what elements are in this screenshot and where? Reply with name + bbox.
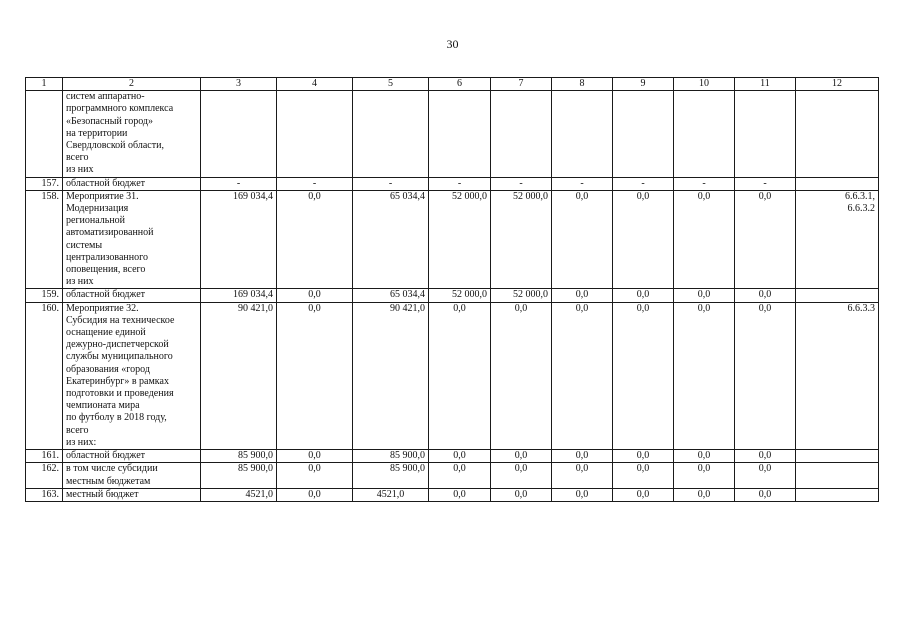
column-header: 8 (552, 78, 613, 91)
cell-value: 65 034,4 (353, 289, 429, 302)
row-number: 162. (26, 463, 63, 488)
cell-value: 0,0 (429, 302, 491, 449)
row-number: 161. (26, 450, 63, 463)
cell-value: 0,0 (674, 463, 735, 488)
row-number (26, 91, 63, 177)
table-row (26, 463, 879, 488)
column-header: 10 (674, 78, 735, 91)
cell-value: 0,0 (674, 450, 735, 463)
cell-value: - (201, 177, 277, 190)
row-name: местный бюджет (63, 488, 201, 501)
cell-value: - (491, 177, 552, 190)
cell-value: 0,0 (735, 450, 796, 463)
row-name: областной бюджет (63, 289, 201, 302)
cell-value: 0,0 (735, 190, 796, 289)
cell-value: 0,0 (735, 302, 796, 449)
row-number: 158. (26, 190, 63, 289)
column-header: 2 (63, 78, 201, 91)
column-header: 3 (201, 78, 277, 91)
target-indicator: 6.6.3.3 (796, 302, 879, 449)
target-indicator (796, 91, 879, 177)
cell-value: - (429, 177, 491, 190)
cell-value: 0,0 (277, 289, 353, 302)
row-number: 159. (26, 289, 63, 302)
row-name: областной бюджет (63, 450, 201, 463)
cell-value: 0,0 (277, 450, 353, 463)
cell-value: 52 000,0 (429, 289, 491, 302)
cell-value: 0,0 (277, 302, 353, 449)
column-header: 7 (491, 78, 552, 91)
row-name: Мероприятие 31. Модернизация региональной автоматизированной системы централизованного оповещения, всего из них (63, 190, 201, 289)
cell-value: 0,0 (674, 302, 735, 449)
cell-value: 0,0 (429, 463, 491, 488)
target-indicator (796, 488, 879, 501)
table-row (26, 177, 879, 190)
cell-value (277, 91, 353, 177)
cell-value (613, 91, 674, 177)
cell-value (429, 91, 491, 177)
cell-value: 0,0 (491, 450, 552, 463)
cell-value (353, 91, 429, 177)
cell-value: 0,0 (552, 289, 613, 302)
cell-value: 0,0 (491, 488, 552, 501)
cell-value: 4521,0 (201, 488, 277, 501)
table-row (26, 488, 879, 501)
target-indicator (796, 289, 879, 302)
cell-value (491, 91, 552, 177)
target-indicator: 6.6.3.1, 6.6.3.2 (796, 190, 879, 289)
cell-value (674, 91, 735, 177)
row-number: 163. (26, 488, 63, 501)
cell-value: 0,0 (674, 289, 735, 302)
row-number: 157. (26, 177, 63, 190)
cell-value: - (674, 177, 735, 190)
cell-value: 85 900,0 (201, 463, 277, 488)
cell-value: 90 421,0 (353, 302, 429, 449)
column-header: 12 (796, 78, 879, 91)
cell-value (201, 91, 277, 177)
cell-value: 52 000,0 (491, 190, 552, 289)
target-indicator (796, 463, 879, 488)
cell-value: 0,0 (277, 463, 353, 488)
cell-value: 0,0 (277, 190, 353, 289)
budget-table (25, 77, 879, 502)
cell-value: 90 421,0 (201, 302, 277, 449)
cell-value: 0,0 (429, 450, 491, 463)
page-number: 30 (446, 37, 459, 51)
cell-value: - (353, 177, 429, 190)
cell-value: 0,0 (552, 488, 613, 501)
row-name: в том числе субсидии местным бюджетам (63, 463, 201, 488)
cell-value: 0,0 (552, 463, 613, 488)
cell-value: 65 034,4 (353, 190, 429, 289)
cell-value: 0,0 (613, 302, 674, 449)
cell-value: 0,0 (613, 488, 674, 501)
cell-value: 85 900,0 (201, 450, 277, 463)
row-name: областной бюджет (63, 177, 201, 190)
cell-value: 169 034,4 (201, 190, 277, 289)
cell-value: 85 900,0 (353, 450, 429, 463)
cell-value: 0,0 (613, 450, 674, 463)
cell-value: - (613, 177, 674, 190)
cell-value: 0,0 (552, 450, 613, 463)
cell-value: 0,0 (613, 289, 674, 302)
table-row (26, 450, 879, 463)
cell-value (552, 91, 613, 177)
cell-value: 0,0 (491, 302, 552, 449)
column-header: 5 (353, 78, 429, 91)
column-header: 1 (26, 78, 63, 91)
row-name: Мероприятие 32. Субсидия на техническое оснащение единой дежурно-диспетчерской службы муниципального образования «город Екатеринбург» в рамках подготовки и проведения чемпионата мира по футболу в 2018 году, всего из них: (63, 302, 201, 449)
cell-value: 0,0 (613, 190, 674, 289)
cell-value: 0,0 (735, 488, 796, 501)
target-indicator (796, 177, 879, 190)
cell-value: 0,0 (674, 190, 735, 289)
cell-value: 169 034,4 (201, 289, 277, 302)
column-header: 11 (735, 78, 796, 91)
column-header: 6 (429, 78, 491, 91)
header-row (26, 78, 879, 91)
column-header: 9 (613, 78, 674, 91)
cell-value: 0,0 (429, 488, 491, 501)
cell-value (735, 91, 796, 177)
row-name: систем аппаратно- программного комплекса «Безопасный город» на территории Свердловской области, всего из них (63, 91, 201, 177)
table-row (26, 289, 879, 302)
cell-value: 0,0 (277, 488, 353, 501)
target-indicator (796, 450, 879, 463)
cell-value: 4521,0 (353, 488, 429, 501)
table-row (26, 91, 879, 177)
cell-value: 0,0 (674, 488, 735, 501)
row-number: 160. (26, 302, 63, 449)
cell-value: 0,0 (491, 463, 552, 488)
cell-value: 0,0 (735, 289, 796, 302)
cell-value: 0,0 (552, 190, 613, 289)
cell-value: - (735, 177, 796, 190)
cell-value: - (277, 177, 353, 190)
cell-value: 52 000,0 (429, 190, 491, 289)
cell-value: 0,0 (735, 463, 796, 488)
table-row (26, 302, 879, 449)
cell-value: 0,0 (552, 302, 613, 449)
table-row (26, 190, 879, 289)
cell-value: 52 000,0 (491, 289, 552, 302)
cell-value: 85 900,0 (353, 463, 429, 488)
cell-value: 0,0 (613, 463, 674, 488)
cell-value: - (552, 177, 613, 190)
column-header: 4 (277, 78, 353, 91)
